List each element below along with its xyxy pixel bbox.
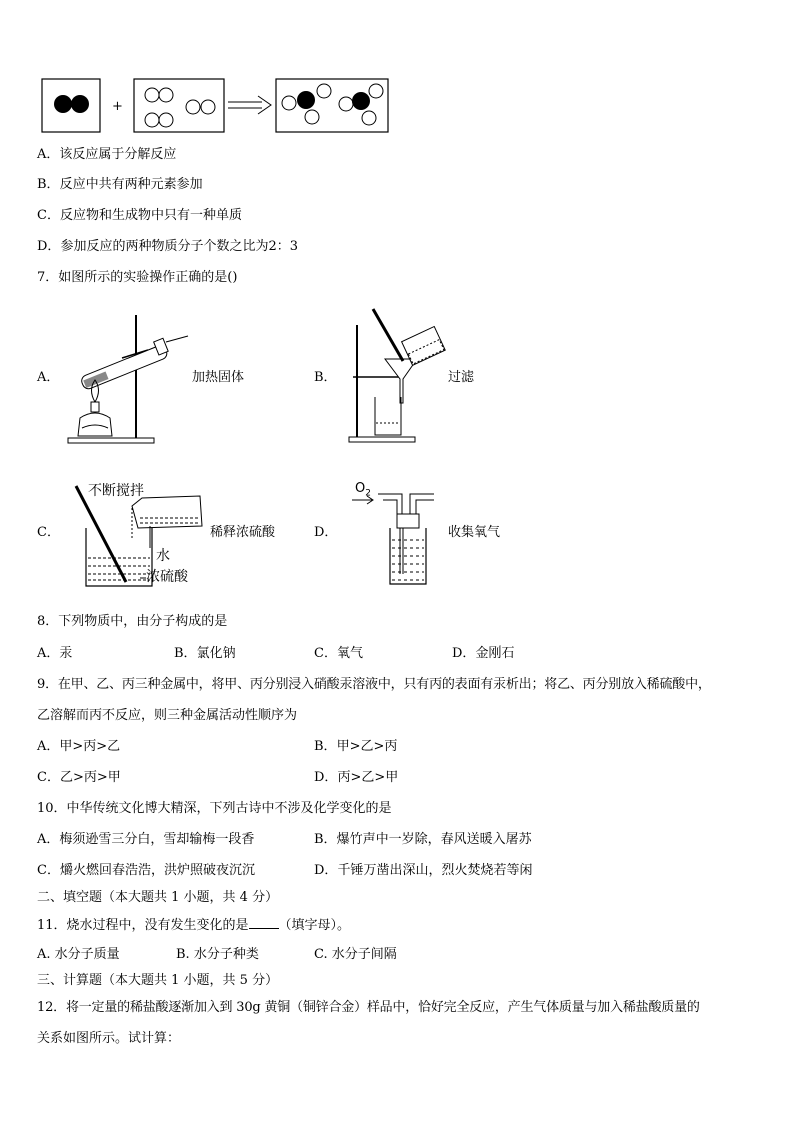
q8-stem: 8．下列物质中，由分子构成的是 <box>37 614 228 629</box>
q9-option-a: A．甲>丙>乙 <box>37 739 121 754</box>
q12-line1: 12．将一定量的稀盐酸逐渐加入到 30g 黄铜（铜锌合金）样品中，恰好完全反应，产生气体质量与加入稀盐酸质量的 <box>37 1000 700 1015</box>
water-label: 水 <box>156 548 170 564</box>
q11-option-a: A. 水分子质量 <box>37 947 120 962</box>
q10-stem: 10．中华传统文化博大精深，下列古诗中不涉及化学变化的是 <box>37 801 392 816</box>
q11-option-b: B. 水分子种类 <box>176 947 259 962</box>
q6-option-c: C．反应物和生成物中只有一种单质 <box>37 208 242 223</box>
q9-option-d: D．丙>乙>甲 <box>314 770 399 785</box>
q10-option-c: C．爝火燃回春浩浩，洪炉照破夜沉沉 <box>37 863 255 878</box>
q7-stem: 7．如图所示的实验操作正确的是() <box>37 270 238 285</box>
section-2-heading: 二、填空题（本大题共 1 小题，共 4 分） <box>37 890 279 905</box>
q8-option-d: D．金刚石 <box>452 646 515 661</box>
reaction-diagram <box>0 0 794 140</box>
q10-option-d: D．千锤万凿出深山，烈火焚烧若等闲 <box>314 863 533 878</box>
gas-collection-illustration <box>350 488 440 588</box>
q10-option-b: B．爆竹声中一岁除，春风送暖入屠苏 <box>314 832 532 847</box>
stir-label: 不断搅拌 <box>88 483 144 499</box>
q7-option-a-text: 加热固体 <box>192 370 245 385</box>
q7-option-d-text: 收集氧气 <box>448 525 501 540</box>
heating-solid-illustration <box>60 310 190 450</box>
q10-option-a: A．梅须逊雪三分白，雪却输梅一段香 <box>37 832 255 847</box>
q8-option-a: A．汞 <box>37 646 73 661</box>
plus-sign: + <box>112 99 123 114</box>
q9-option-b: B．甲>乙>丙 <box>314 739 398 754</box>
q7-option-a-letter: A． <box>37 370 60 385</box>
q7-option-b-text: 过滤 <box>448 370 475 385</box>
q7-option-b-letter: B． <box>314 370 337 385</box>
filtration-illustration <box>345 305 455 447</box>
q7-option-c-letter: C． <box>37 525 60 540</box>
q9-stem-line1: 9．在甲、乙、丙三种金属中，将甲、丙分别浸入硝酸汞溶液中，只有丙的表面有汞析出；将乙、丙分别放入稀硫酸中， <box>37 677 711 692</box>
q7-option-d-letter: D． <box>314 525 338 540</box>
acid-label: 浓硫酸 <box>146 569 188 585</box>
q12-line2: 关系如图所示。试计算： <box>37 1031 181 1046</box>
oxygen-label: $O_2$ <box>355 481 371 499</box>
q11-option-c: C. 水分子间隔 <box>314 947 397 962</box>
q6-option-d: D．参加反应的两种物质分子个数之比为2：3 <box>37 239 298 254</box>
q8-option-b: B．氯化钠 <box>174 646 236 661</box>
q8-option-c: C．氧气 <box>314 646 363 661</box>
q9-option-c: C．乙>丙>甲 <box>37 770 121 785</box>
q6-option-a: A．该反应属于分解反应 <box>37 147 177 162</box>
q11-stem: 11．烧水过程中，没有发生变化的是 （填字母）。 <box>37 918 351 933</box>
section-3-heading: 三、计算题（本大题共 1 小题，共 5 分） <box>37 973 279 988</box>
q9-stem-line2: 乙溶解而丙不反应，则三种金属活动性顺序为 <box>37 708 298 723</box>
q6-option-b: B．反应中共有两种元素参加 <box>37 177 203 192</box>
q7-option-c-text: 稀释浓硫酸 <box>210 525 276 540</box>
answer-blank <box>249 916 279 929</box>
